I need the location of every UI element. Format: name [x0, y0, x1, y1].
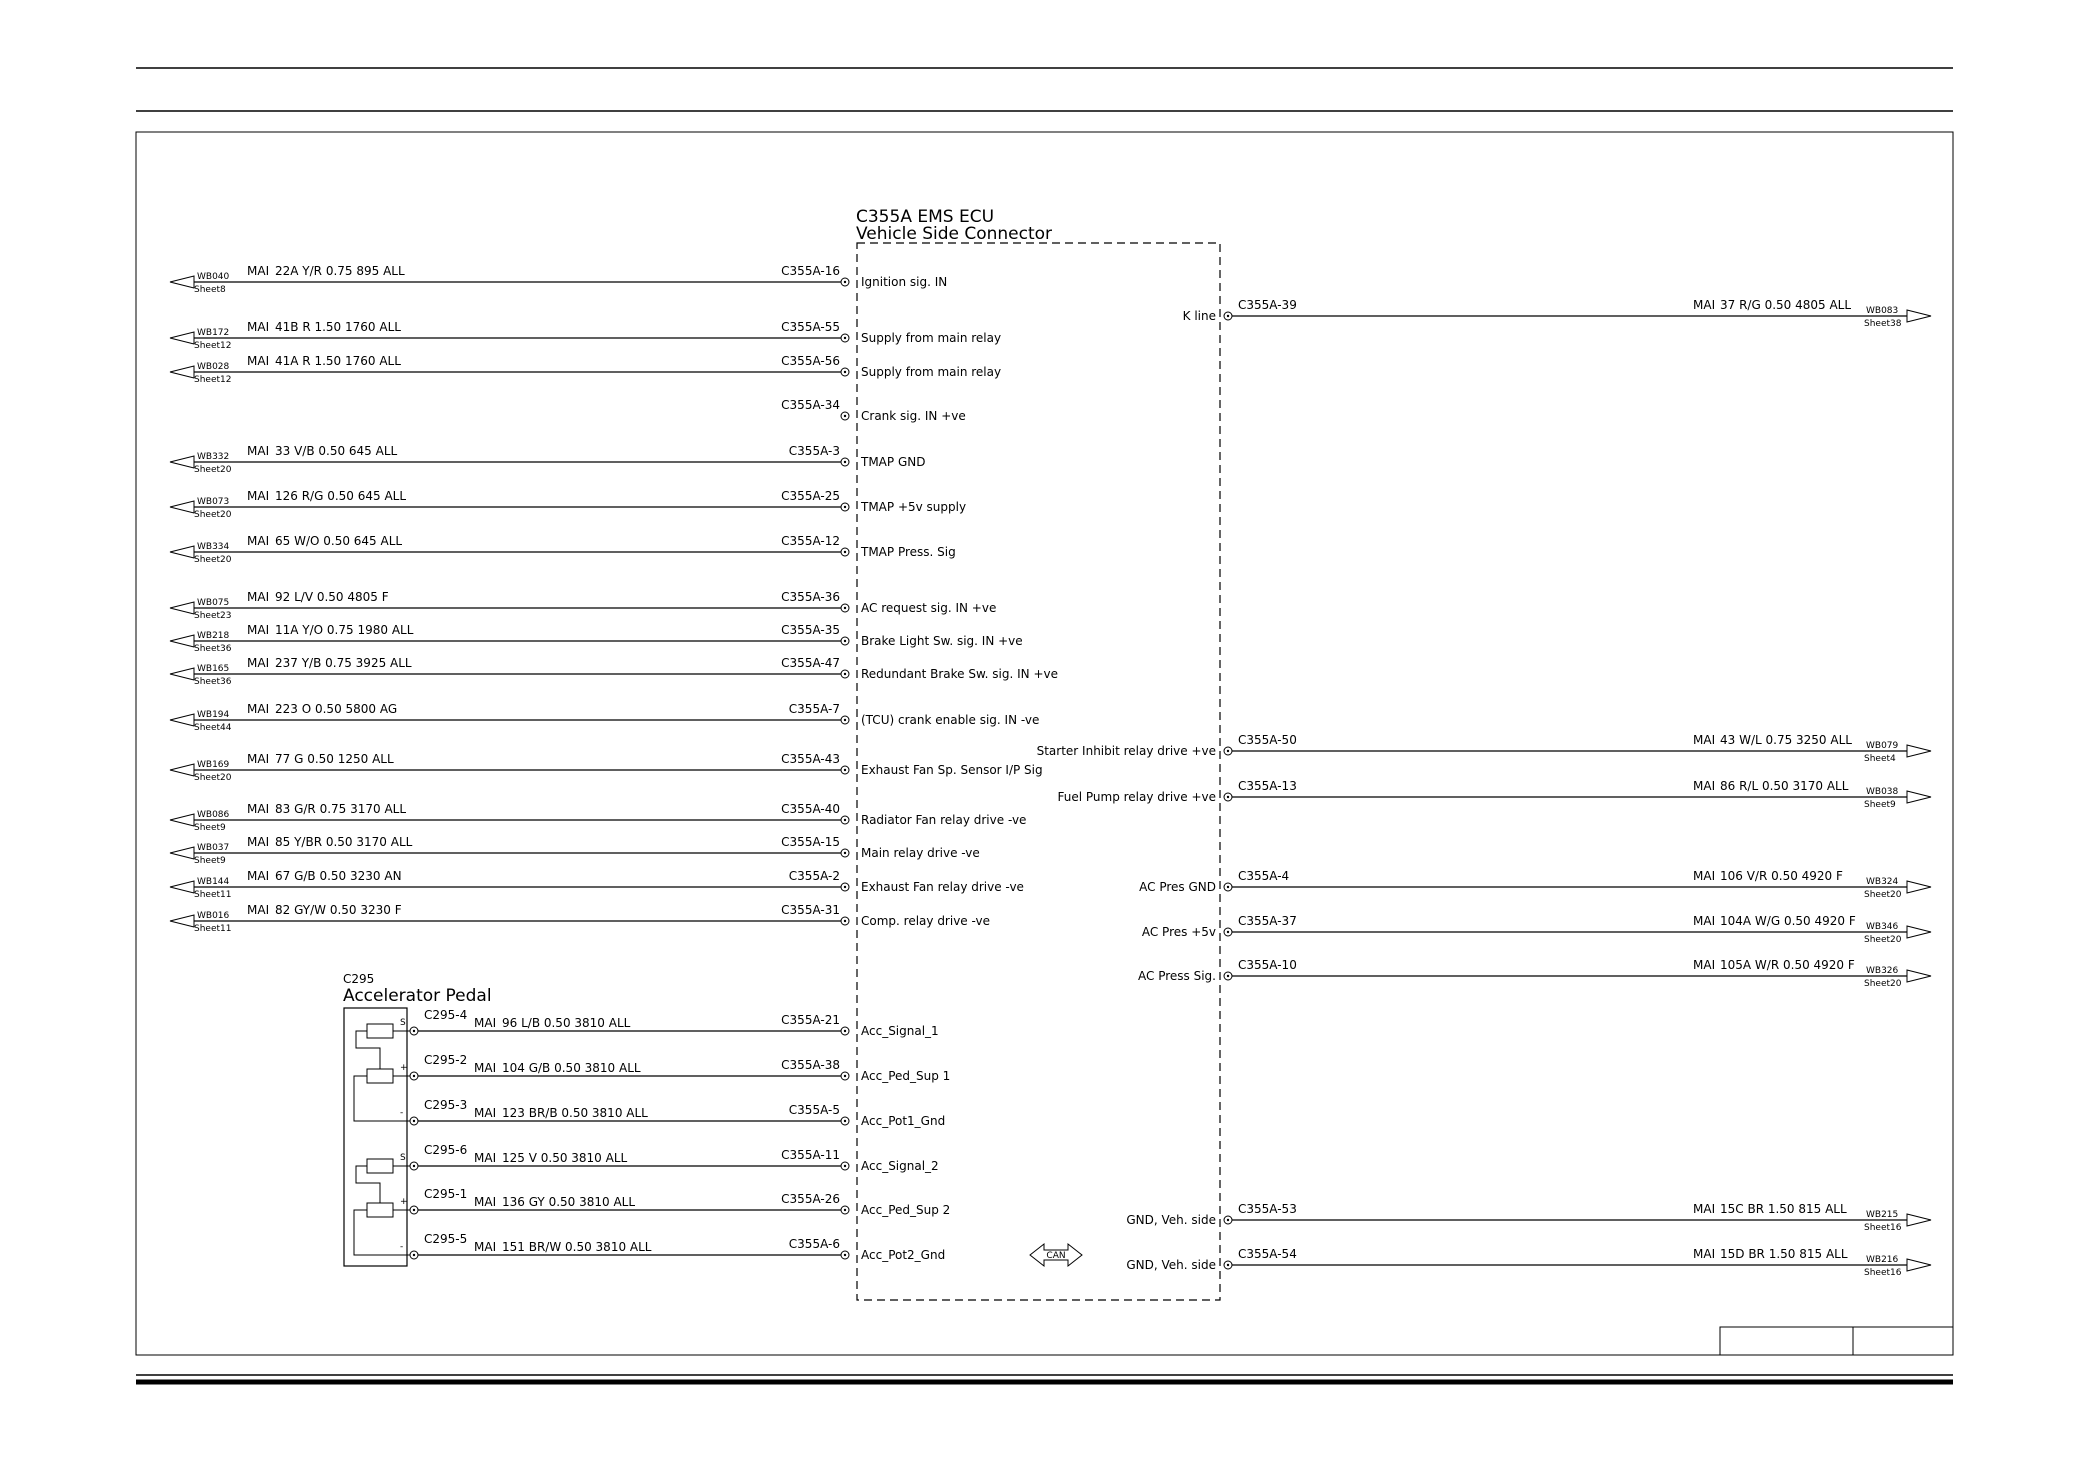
ecu-pin-label: C355A-39 — [1238, 298, 1297, 312]
ecu-title-line1: C355A EMS ECU — [856, 207, 995, 227]
ecu-pin-desc: GND, Veh. side — [1126, 1258, 1216, 1272]
ecu-pin-label: C355A-50 — [1238, 733, 1297, 747]
ecu-pin-desc: Exhaust Fan Sp. Sensor I/P Sig — [861, 763, 1043, 777]
wb-label: WB016 — [197, 911, 230, 921]
can-label: CAN — [1046, 1251, 1066, 1261]
potentiometer-resistor — [367, 1159, 393, 1173]
offsheet-arrow — [170, 764, 194, 776]
wb-label: WB215 — [1866, 1210, 1899, 1220]
offsheet-arrow — [170, 276, 194, 288]
wb-label: WB165 — [197, 664, 230, 674]
ecu-pin-desc: Acc_Pot1_Gnd — [861, 1114, 946, 1128]
ecu-pin-label: C355A-38 — [781, 1058, 840, 1072]
ecu-pin-desc: Supply from main relay — [861, 331, 1002, 345]
harness-label: MAI — [247, 444, 270, 458]
harness-label: MAI — [247, 656, 270, 670]
wb-label: WB037 — [197, 843, 230, 853]
ecu-terminal-dot — [844, 281, 846, 283]
wire-spec-label: 92 L/V 0.50 4805 F — [275, 590, 389, 604]
wire-spec-label: 43 W/L 0.75 3250 ALL — [1720, 733, 1852, 747]
wire-spec-label: 223 O 0.50 5800 AG — [275, 702, 398, 716]
sheet-label: Sheet12 — [194, 375, 232, 385]
wire-spec-label: 96 L/B 0.50 3810 ALL — [502, 1016, 631, 1030]
ecu-terminal-dot — [1227, 750, 1229, 752]
title-block — [1720, 1327, 1953, 1355]
ecu-pin-label: C355A-43 — [781, 752, 840, 766]
sheet-label: Sheet23 — [194, 611, 232, 621]
sheet-label: Sheet20 — [194, 510, 232, 520]
ecu-pin-desc: TMAP +5v supply — [861, 500, 967, 514]
wire-spec-label: 123 BR/B 0.50 3810 ALL — [502, 1106, 648, 1120]
pedal-pin-label: C295-1 — [424, 1187, 468, 1201]
sheet-label: Sheet9 — [194, 823, 226, 833]
ecu-pin-desc: Starter Inhibit relay drive +ve — [1036, 744, 1216, 758]
wb-label: WB038 — [1866, 787, 1899, 797]
ecu-terminal-dot — [844, 1254, 846, 1256]
ecu-terminal-dot — [844, 607, 846, 609]
wb-label: WB346 — [1866, 922, 1899, 932]
harness-label: MAI — [247, 264, 270, 278]
ecu-pin-label: C355A-40 — [781, 802, 840, 816]
ecu-pin-desc: (TCU) crank enable sig. IN -ve — [861, 713, 1040, 727]
pedal-pin-label: C295-3 — [424, 1098, 468, 1112]
ecu-terminal-dot — [844, 551, 846, 553]
harness-label: MAI — [1693, 779, 1716, 793]
ecu-pin-label: C355A-12 — [781, 534, 840, 548]
ecu-pin-desc: Comp. relay drive -ve — [861, 914, 990, 928]
wb-label: WB169 — [197, 760, 230, 770]
ecu-pin-label: C355A-7 — [788, 702, 840, 716]
offsheet-arrow — [170, 714, 194, 726]
wb-label: WB073 — [197, 497, 230, 507]
ecu-terminal-dot — [844, 852, 846, 854]
offsheet-arrow — [170, 881, 194, 893]
ecu-pin-label: C355A-47 — [781, 656, 840, 670]
ecu-pin-desc: Acc_Signal_2 — [861, 1159, 939, 1173]
offsheet-arrow — [1907, 1259, 1931, 1271]
ecu-pin-desc: GND, Veh. side — [1126, 1213, 1216, 1227]
ecu-pin-label: C355A-54 — [1238, 1247, 1297, 1261]
ecu-pin-label: C355A-53 — [1238, 1202, 1297, 1216]
offsheet-arrow — [1907, 791, 1931, 803]
harness-label: MAI — [247, 802, 270, 816]
sheet-label: Sheet9 — [1864, 800, 1896, 810]
ecu-title-line2: Vehicle Side Connector — [856, 224, 1053, 244]
offsheet-arrow — [1907, 1214, 1931, 1226]
harness-label: MAI — [474, 1240, 497, 1254]
wire-spec-label: 15C BR 1.50 815 ALL — [1720, 1202, 1847, 1216]
ecu-pin-desc: Exhaust Fan relay drive -ve — [861, 880, 1024, 894]
wire-spec-label: 65 W/O 0.50 645 ALL — [275, 534, 403, 548]
wire-spec-label: 41A R 1.50 1760 ALL — [275, 354, 401, 368]
harness-label: MAI — [474, 1106, 497, 1120]
sheet-label: Sheet36 — [194, 644, 232, 654]
pedal-pin-symbol: - — [400, 1242, 404, 1252]
wire-spec-label: 77 G 0.50 1250 ALL — [275, 752, 394, 766]
offsheet-arrow — [1907, 881, 1931, 893]
harness-label: MAI — [474, 1016, 497, 1030]
ecu-pin-desc: AC request sig. IN +ve — [861, 601, 997, 615]
harness-label: MAI — [247, 835, 270, 849]
ecu-terminal-dot — [844, 461, 846, 463]
ecu-pin-desc: Acc_Ped_Sup 1 — [861, 1069, 951, 1083]
pot-wiper — [356, 1166, 380, 1203]
wb-label: WB144 — [197, 877, 230, 887]
harness-label: MAI — [474, 1061, 497, 1075]
harness-label: MAI — [247, 752, 270, 766]
offsheet-arrow — [170, 915, 194, 927]
ecu-terminal-dot — [844, 640, 846, 642]
potentiometer-resistor — [367, 1203, 393, 1217]
wb-label: WB083 — [1866, 306, 1899, 316]
sheet-label: Sheet20 — [194, 465, 232, 475]
pedal-terminal-dot — [413, 1254, 415, 1256]
wire-spec-label: 237 Y/B 0.75 3925 ALL — [275, 656, 412, 670]
ecu-pin-desc: Acc_Pot2_Gnd — [861, 1248, 946, 1262]
ecu-pin-label: C355A-34 — [781, 398, 840, 412]
ecu-terminal-dot — [844, 371, 846, 373]
harness-label: MAI — [1693, 914, 1716, 928]
sheet-label: Sheet12 — [194, 341, 232, 351]
ecu-pin-desc: Acc_Ped_Sup 2 — [861, 1203, 951, 1217]
wire-spec-label: 67 G/B 0.50 3230 AN — [275, 869, 402, 883]
ecu-pin-label: C355A-55 — [781, 320, 840, 334]
pedal-body — [344, 1008, 407, 1266]
sheet-label: Sheet4 — [1864, 754, 1896, 764]
wire-spec-label: 41B R 1.50 1760 ALL — [275, 320, 401, 334]
ecu-pin-desc: Crank sig. IN +ve — [861, 409, 966, 423]
pedal-pin-label: C295-5 — [424, 1232, 468, 1246]
ecu-pin-desc: Ignition sig. IN — [861, 275, 948, 289]
pedal-pin-symbol: S — [400, 1018, 406, 1028]
ecu-terminal-dot — [1227, 315, 1229, 317]
harness-label: MAI — [247, 320, 270, 334]
harness-label: MAI — [247, 702, 270, 716]
wire-spec-label: 85 Y/BR 0.50 3170 ALL — [275, 835, 413, 849]
wire-spec-label: 86 R/L 0.50 3170 ALL — [1720, 779, 1849, 793]
ecu-terminal-dot — [844, 769, 846, 771]
wire-spec-label: 106 V/R 0.50 4920 F — [1720, 869, 1843, 883]
harness-label: MAI — [1693, 958, 1716, 972]
wire-spec-label: 151 BR/W 0.50 3810 ALL — [502, 1240, 652, 1254]
wire-spec-label: 104 G/B 0.50 3810 ALL — [502, 1061, 641, 1075]
offsheet-arrow — [170, 332, 194, 344]
wb-label: WB086 — [197, 810, 230, 820]
ecu-terminal-dot — [1227, 931, 1229, 933]
ecu-pin-desc: Radiator Fan relay drive -ve — [861, 813, 1027, 827]
ecu-pin-label: C355A-31 — [781, 903, 840, 917]
ecu-terminal-dot — [1227, 1219, 1229, 1221]
harness-label: MAI — [474, 1195, 497, 1209]
pedal-name-label: Accelerator Pedal — [343, 986, 492, 1006]
ecu-pin-label: C355A-3 — [788, 444, 840, 458]
harness-label: MAI — [247, 534, 270, 548]
pedal-pin-symbol: + — [400, 1197, 408, 1207]
ecu-terminal-dot — [1227, 975, 1229, 977]
sheet-label: Sheet20 — [1864, 979, 1902, 989]
ecu-terminal-dot — [844, 1209, 846, 1211]
ecu-pin-desc: Main relay drive -ve — [861, 846, 980, 860]
wb-label: WB218 — [197, 631, 230, 641]
ecu-pin-desc: Redundant Brake Sw. sig. IN +ve — [861, 667, 1059, 681]
ecu-terminal-dot — [844, 920, 846, 922]
sheet-label: Sheet11 — [194, 890, 232, 900]
sheet-label: Sheet20 — [194, 773, 232, 783]
offsheet-arrow — [1907, 310, 1931, 322]
pedal-connector-label: C295 — [343, 972, 375, 986]
wire-spec-label: 125 V 0.50 3810 ALL — [502, 1151, 628, 1165]
offsheet-arrow — [170, 366, 194, 378]
wb-label: WB075 — [197, 598, 230, 608]
ecu-pin-label: C355A-16 — [781, 264, 840, 278]
wb-label: WB332 — [197, 452, 230, 462]
pedal-terminal-dot — [413, 1209, 415, 1211]
offsheet-arrow — [170, 546, 194, 558]
ecu-pin-label: C355A-21 — [781, 1013, 840, 1027]
wire-spec-label: 126 R/G 0.50 645 ALL — [275, 489, 407, 503]
ecu-pin-desc: TMAP Press. Sig — [861, 545, 956, 559]
wb-label: WB324 — [1866, 877, 1899, 887]
harness-label: MAI — [247, 354, 270, 368]
pedal-pin-symbol: - — [400, 1108, 404, 1118]
harness-label: MAI — [247, 903, 270, 917]
sheet-label: Sheet9 — [194, 856, 226, 866]
ecu-terminal-dot — [844, 819, 846, 821]
wire-spec-label: 83 G/R 0.75 3170 ALL — [275, 802, 407, 816]
pedal-pin-label: C295-2 — [424, 1053, 468, 1067]
ecu-pin-label: C355A-35 — [781, 623, 840, 637]
ecu-pin-desc: K line — [1182, 309, 1216, 323]
ecu-pin-desc: Acc_Signal_1 — [861, 1024, 939, 1038]
ecu-terminal-dot — [1227, 886, 1229, 888]
ecu-terminal-dot — [844, 1075, 846, 1077]
ecu-pin-label: C355A-13 — [1238, 779, 1297, 793]
sheet-label: Sheet38 — [1864, 319, 1902, 329]
potentiometer-resistor — [367, 1069, 393, 1083]
sheet-label: Sheet44 — [194, 723, 232, 733]
pedal-pin-symbol: + — [400, 1063, 408, 1073]
ecu-pin-label: C355A-2 — [788, 869, 840, 883]
offsheet-arrow — [170, 847, 194, 859]
harness-label: MAI — [1693, 869, 1716, 883]
ecu-pin-label: C355A-56 — [781, 354, 840, 368]
ecu-pin-label: C355A-5 — [788, 1103, 840, 1117]
right-wire-group — [1037, 298, 1931, 1278]
ecu-terminal-dot — [844, 886, 846, 888]
pedal-pin-symbol: S — [400, 1153, 406, 1163]
harness-label: MAI — [474, 1151, 497, 1165]
offsheet-arrow — [170, 602, 194, 614]
sheet-label: Sheet36 — [194, 677, 232, 687]
wire-spec-label: 15D BR 1.50 815 ALL — [1720, 1247, 1848, 1261]
left-wire-group — [170, 264, 1058, 934]
sheet-label: Sheet20 — [1864, 935, 1902, 945]
wire-spec-label: 136 GY 0.50 3810 ALL — [502, 1195, 636, 1209]
sheet-label: Sheet20 — [1864, 890, 1902, 900]
ecu-terminal-dot — [844, 1120, 846, 1122]
offsheet-arrow — [170, 668, 194, 680]
offsheet-arrow — [170, 814, 194, 826]
harness-label: MAI — [1693, 733, 1716, 747]
sheet-label: Sheet16 — [1864, 1223, 1902, 1233]
harness-label: MAI — [247, 489, 270, 503]
ecu-terminal-dot — [844, 673, 846, 675]
ecu-terminal-dot — [844, 719, 846, 721]
ecu-pin-label: C355A-15 — [781, 835, 840, 849]
wb-label: WB194 — [197, 710, 230, 720]
offsheet-arrow — [1907, 926, 1931, 938]
pedal-terminal-dot — [413, 1165, 415, 1167]
ecu-pin-label: C355A-36 — [781, 590, 840, 604]
wb-label: WB172 — [197, 328, 230, 338]
sheet-label: Sheet16 — [1864, 1268, 1902, 1278]
wb-label: WB216 — [1866, 1255, 1899, 1265]
potentiometer-resistor — [367, 1024, 393, 1038]
harness-label: MAI — [1693, 1247, 1716, 1261]
ecu-pin-label: C355A-6 — [788, 1237, 840, 1251]
wb-label: WB028 — [197, 362, 230, 372]
ecu-pin-desc: Supply from main relay — [861, 365, 1002, 379]
wire-spec-label: 11A Y/O 0.75 1980 ALL — [275, 623, 414, 637]
pedal-terminal-dot — [413, 1075, 415, 1077]
pedal-pin-label: C295-6 — [424, 1143, 468, 1157]
ecu-terminal-dot — [844, 1030, 846, 1032]
ecu-pin-label: C355A-25 — [781, 489, 840, 503]
wb-label: WB079 — [1866, 741, 1899, 751]
ecu-terminal-dot — [844, 415, 846, 417]
pedal-wire-group — [354, 1008, 950, 1262]
wb-label: WB334 — [197, 542, 230, 552]
wire-spec-label: 37 R/G 0.50 4805 ALL — [1720, 298, 1852, 312]
ecu-pin-desc: Fuel Pump relay drive +ve — [1057, 790, 1216, 804]
offsheet-arrow — [1907, 970, 1931, 982]
ecu-terminal-dot — [1227, 1264, 1229, 1266]
harness-label: MAI — [1693, 1202, 1716, 1216]
ecu-pin-label: C355A-11 — [781, 1148, 840, 1162]
ecu-terminal-dot — [1227, 796, 1229, 798]
offsheet-arrow — [170, 456, 194, 468]
ecu-pin-desc: AC Pres +5v — [1141, 925, 1216, 939]
pot-wiper — [356, 1031, 380, 1069]
wire-spec-label: 105A W/R 0.50 4920 F — [1720, 958, 1855, 972]
pedal-pin-label: C295-4 — [424, 1008, 468, 1022]
offsheet-arrow — [170, 501, 194, 513]
offsheet-arrow — [1907, 745, 1931, 757]
wb-label: WB326 — [1866, 966, 1899, 976]
harness-label: MAI — [247, 590, 270, 604]
offsheet-arrow — [170, 635, 194, 647]
ecu-pin-desc: Brake Light Sw. sig. IN +ve — [861, 634, 1023, 648]
ecu-pin-desc: AC Pres GND — [1139, 880, 1216, 894]
wire-spec-label: 82 GY/W 0.50 3230 F — [275, 903, 402, 917]
pedal-terminal-dot — [413, 1030, 415, 1032]
ecu-pin-desc: TMAP GND — [861, 455, 926, 469]
wire-spec-label: 104A W/G 0.50 4920 F — [1720, 914, 1856, 928]
sheet-label: Sheet11 — [194, 924, 232, 934]
harness-label: MAI — [247, 623, 270, 637]
wb-label: WB040 — [197, 272, 230, 282]
ecu-terminal-dot — [844, 1165, 846, 1167]
wire-spec-label: 33 V/B 0.50 645 ALL — [275, 444, 398, 458]
sheet-label: Sheet8 — [194, 285, 226, 295]
ecu-pin-label: C355A-37 — [1238, 914, 1297, 928]
can-bus-arrow — [1030, 1244, 1082, 1266]
ecu-terminal-dot — [844, 506, 846, 508]
pedal-terminal-dot — [413, 1120, 415, 1122]
ecu-pin-label: C355A-26 — [781, 1192, 840, 1206]
ecu-terminal-dot — [844, 337, 846, 339]
ecu-pin-label: C355A-4 — [1238, 869, 1290, 883]
sheet-label: Sheet20 — [194, 555, 232, 565]
harness-label: MAI — [1693, 298, 1716, 312]
wire-spec-label: 22A Y/R 0.75 895 ALL — [275, 264, 405, 278]
ecu-pin-desc: AC Press Sig. — [1138, 969, 1216, 983]
ecu-pin-label: C355A-10 — [1238, 958, 1297, 972]
harness-label: MAI — [247, 869, 270, 883]
